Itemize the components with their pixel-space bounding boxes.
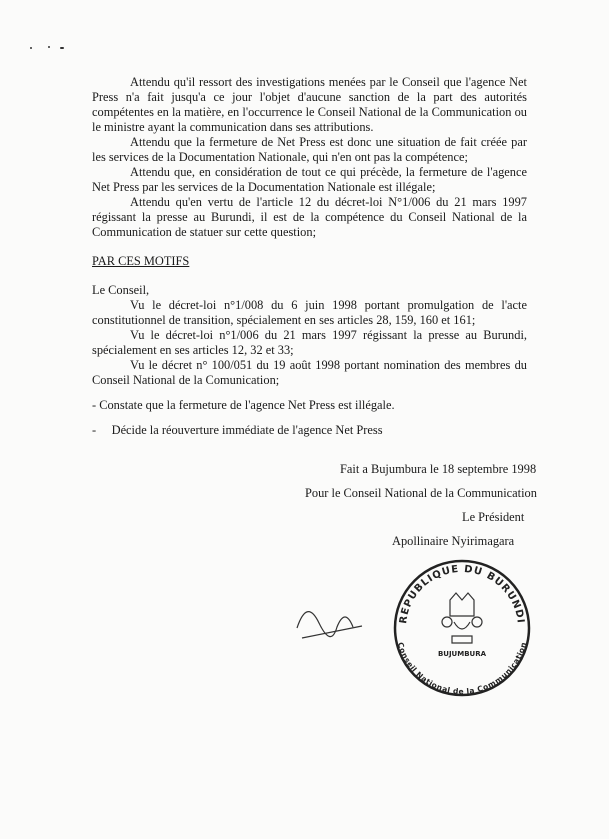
visa-2: Vu le décret-loi n°1/006 du 21 mars 1997 régissant la presse au Burundi, spécialement en ses articles 12, 32 et 33;	[92, 328, 527, 357]
visa-1: Vu le décret-loi n°1/008 du 6 juin 1998 portant promulgation de l'acte constitutionnel de transition, spécialement en ses articles 28, 159, 160 et 161;	[92, 298, 527, 327]
official-stamp	[392, 558, 532, 698]
decision-1: - Constate que la fermeture de l'agence Net Press est illégale.	[92, 398, 395, 412]
considerant-1: Attendu qu'il ressort des investigations menées par le Conseil que l'agence Net Press n'a fait jusqu'a ce jour l'objet d'aucune sanction de la part des autorités compétentes en la matière, en l'occurrence le Conseil National de la Communication ou le ministre ayant la communication dans ses attributions.	[92, 75, 527, 134]
considerant-2: Attendu que la fermeture de Net Press est donc une situation de fait créée par les services de la Documentation Nationale, qui n'en ont pas la compétence;	[92, 135, 527, 164]
signatory-name: Apollinaire Nyirimagara	[392, 534, 515, 548]
stamp-city: BUJUMBURA	[437, 650, 487, 658]
signatory-for: Pour le Conseil National de la Communication	[305, 486, 537, 500]
coat-of-arms-icon	[442, 593, 482, 643]
signature-block	[92, 462, 537, 549]
stamp-area	[92, 558, 527, 708]
handwritten-signature	[292, 588, 382, 648]
decision-2: - Décide la réouverture immédiate de l'agence Net Press	[92, 423, 383, 437]
considerant-4: Attendu qu'en vertu de l'article 12 du décret-loi N°1/006 du 21 mars 1997 régissant la presse au Burundi, il est de la compétence du Conseil National de la Communication de statuer sur cette question;	[92, 195, 527, 239]
scan-speck	[48, 46, 50, 48]
place-date: Fait a Bujumbura le 18 septembre 1998	[340, 462, 537, 476]
stamp-bottom-text: Conseil National de la Communication	[396, 641, 528, 696]
visa-3: Vu le décret n° 100/051 du 19 août 1998 portant nomination des membres du Conseil National de la Comunication;	[92, 358, 527, 387]
motifs-heading: PAR CES MOTIFS	[92, 254, 190, 268]
stamp-top-text: REPUBLIQUE DU BURUNDI	[398, 563, 526, 625]
le-conseil: Le Conseil,	[92, 283, 150, 297]
document-body	[92, 75, 537, 708]
scan-speck	[30, 47, 32, 49]
svg-text:REPUBLIQUE DU BURUNDI	[398, 564, 526, 625]
considerant-3: Attendu que, en considération de tout ce qui précède, la fermeture de l'agence Net Press par les services de la Documentation Nationale est illégale;	[92, 165, 527, 194]
scan-speck	[60, 47, 64, 49]
signatory-title: Le Président	[462, 510, 525, 524]
